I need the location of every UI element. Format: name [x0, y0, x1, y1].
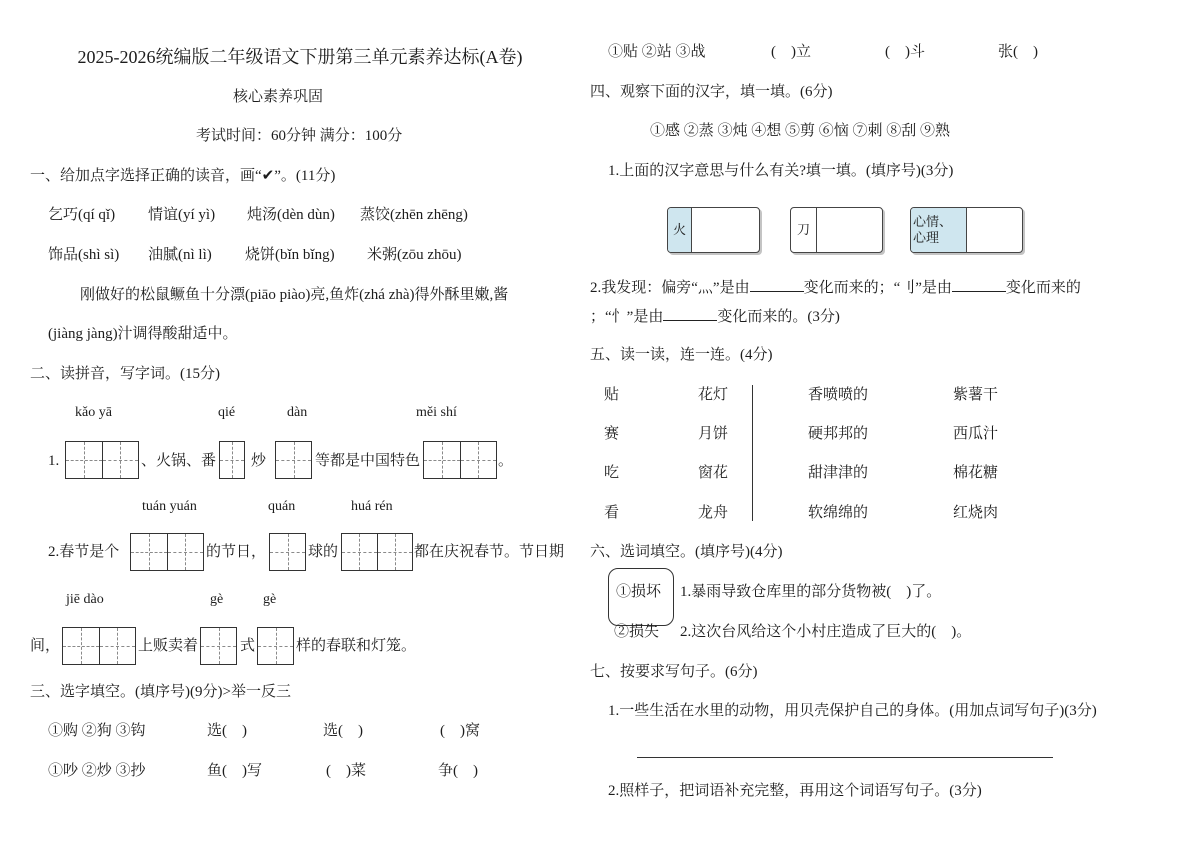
pronunciation-item: 烧饼(bǐn bǐng) [245, 247, 335, 263]
category-label [911, 208, 967, 252]
exam-title: 2025-2026统编版二年级语文下册第三单元素养达标(A卷) [77, 47, 523, 67]
match-item: 花灯 [698, 387, 729, 403]
category-label-text: 刀 [796, 222, 810, 237]
fill-blank: 选( ) [207, 723, 247, 739]
pinyin-label: měi shí [416, 405, 457, 420]
question-text: 上贩卖着 [138, 638, 199, 654]
writing-cell [131, 534, 168, 570]
writing-box [269, 533, 306, 571]
question-text: 1.上面的汉字意思与什么有关?填一填。(填序号)(3分) [608, 163, 954, 179]
match-item: 香喷喷的 [808, 387, 869, 403]
writing-cell [103, 442, 139, 478]
category-label-text: 心理 [913, 230, 940, 245]
exam-info: 考试时间：60分钟 满分：100分 [196, 128, 403, 144]
match-item: 硬邦邦的 [808, 426, 869, 442]
question-text: 1.一些生活在水里的动物，用贝壳保护自己的身体。(用加点词写句子)(3分) [608, 703, 1097, 719]
question-line [590, 277, 1081, 297]
pinyin-label: gè [210, 592, 224, 607]
answer-blank [663, 306, 717, 321]
question-text: 变化而来的 [1005, 280, 1081, 296]
pinyin-label: quán [268, 499, 296, 514]
fill-blank: ( )菜 [326, 763, 366, 779]
category-box-fire [667, 207, 760, 253]
question-text: 球的 [308, 544, 339, 560]
section7-heading: 七、按要求写句子。(6分) [590, 664, 758, 680]
writing-box [62, 627, 136, 665]
writing-cell [168, 534, 204, 570]
fill-blank: ( )窝 [440, 723, 480, 739]
match-item: 西瓜汁 [953, 426, 999, 442]
writing-box [219, 441, 245, 479]
question-text: 变化而来的。(3分) [717, 309, 840, 325]
question-text: 。 [498, 453, 514, 469]
exam-subtitle: 核心素养巩固 [233, 89, 324, 105]
question-text: 2.照样子，把词语补充完整，再用这个词语写句子。(3分) [608, 783, 982, 799]
match-item: 棉花糖 [953, 465, 999, 481]
writing-cell [342, 534, 378, 570]
pinyin-label: huá rén [351, 499, 393, 514]
question-text: 间， [30, 638, 61, 654]
pinyin-label: dàn [287, 405, 308, 420]
question-text: 1.暴雨导致仓库里的部分货物被( )了。 [680, 584, 942, 600]
category-box-mood [910, 207, 1023, 253]
category-box-knife [790, 207, 883, 253]
writing-cell [378, 534, 413, 570]
fill-blank: 争( ) [438, 763, 478, 779]
category-answer-area [967, 208, 1022, 252]
question-text: 2.春节是个 [48, 544, 120, 560]
category-label-text: 火 [672, 222, 686, 237]
writing-box [275, 441, 312, 479]
category-label-text: 心情、 [913, 214, 953, 229]
answer-line [637, 757, 1053, 758]
section2-heading: 二、读拼音，写字词。(15分) [30, 366, 220, 382]
question-text: 式 [240, 638, 256, 654]
paragraph-line: (jiàng jàng)汁调得酸甜适中。 [48, 326, 238, 342]
section3-heading: 三、选字填空。(填序号)(9分)>举一反三 [30, 684, 291, 700]
writing-cell [100, 628, 136, 664]
question-text: ；“忄”是由 [590, 309, 664, 325]
writing-box [65, 441, 139, 479]
category-label [668, 208, 692, 252]
writing-cell [424, 442, 461, 478]
pinyin-label: gè [263, 592, 277, 607]
match-item: 赛 [604, 426, 620, 442]
question-text: 都在庆祝春节。节日期 [414, 544, 565, 560]
char-options: ①贴 ②站 ③战 [608, 44, 706, 60]
match-item: 软绵绵的 [808, 505, 869, 521]
pinyin-label: jiē dào [66, 592, 104, 607]
pronunciation-item: 油腻(nì lì) [148, 247, 212, 263]
pronunciation-item: 蒸饺(zhēn zhēng) [360, 207, 468, 223]
writing-cell [201, 628, 236, 664]
pronunciation-item: 情谊(yí yì) [148, 207, 216, 223]
question-text: 的节日， [206, 544, 267, 560]
fill-blank: 选( ) [323, 723, 363, 739]
question-number: 1. [48, 453, 60, 469]
match-item: 紫薯干 [953, 387, 999, 403]
paragraph-line: 刚做好的松鼠鳜鱼十分漂(piāo piào)亮,鱼炸(zhá zhà)得外酥里嫩,酱 [80, 287, 509, 303]
question-text: 变化而来的；“刂”是由 [803, 280, 952, 296]
word-option: ①损坏 [616, 584, 662, 600]
pronunciation-item: 乞巧(qí qǐ) [48, 207, 116, 223]
section4-heading: 四、观察下面的汉字，填一填。(6分) [590, 84, 833, 100]
char-options: ①吵 ②炒 ③抄 [48, 763, 146, 779]
category-label [791, 208, 817, 252]
writing-box [257, 627, 294, 665]
match-item: 看 [604, 505, 620, 521]
question-line [590, 306, 840, 326]
section1-heading: 一、给加点字选择正确的读音，画“✔”。(11分) [30, 168, 336, 184]
question-text: 炒 [251, 453, 267, 469]
writing-cell [63, 628, 100, 664]
question-text: 等都是中国特色 [315, 453, 421, 469]
question-text: 、火锅、番 [141, 453, 217, 469]
writing-box [341, 533, 413, 571]
writing-cell [258, 628, 293, 664]
writing-box [200, 627, 237, 665]
category-answer-area [692, 208, 759, 252]
character-list: ①感 ②蒸 ③炖 ④想 ⑤剪 ⑥恼 ⑦刺 ⑧刮 ⑨熟 [650, 123, 951, 139]
pinyin-label: qié [218, 405, 236, 420]
pronunciation-item: 饰品(shì sì) [48, 247, 120, 263]
fill-blank: ( )斗 [885, 44, 925, 60]
match-item: 红烧肉 [953, 505, 999, 521]
match-item: 窗花 [698, 465, 729, 481]
match-item: 吃 [604, 465, 620, 481]
match-item: 贴 [604, 387, 620, 403]
fill-blank: 鱼( )写 [207, 763, 262, 779]
section5-heading: 五、读一读，连一连。(4分) [590, 347, 773, 363]
answer-blank [952, 277, 1006, 292]
column-divider [752, 385, 753, 521]
answer-blank [750, 277, 804, 292]
question-text: 2.我发现：偏旁“灬”是由 [590, 280, 750, 296]
pronunciation-item: 炖汤(dèn dùn) [247, 207, 335, 223]
question-text: 样的春联和灯笼。 [296, 638, 417, 654]
word-option: ②损失 [614, 624, 660, 640]
fill-blank: 张( ) [998, 44, 1038, 60]
question-text: 2.这次台风给这个小村庄造成了巨大的( )。 [680, 624, 972, 640]
char-options: ①购 ②狗 ③钩 [48, 723, 146, 739]
pinyin-label: tuán yuán [142, 499, 197, 514]
writing-box [130, 533, 204, 571]
writing-cell [276, 442, 311, 478]
writing-cell [461, 442, 497, 478]
match-item: 月饼 [698, 426, 729, 442]
match-item: 甜津津的 [808, 465, 869, 481]
writing-cell [220, 442, 244, 478]
writing-box [423, 441, 497, 479]
pronunciation-item: 米粥(zōu zhōu) [367, 247, 462, 263]
category-answer-area [817, 208, 882, 252]
writing-cell [66, 442, 103, 478]
fill-blank: ( )立 [771, 44, 811, 60]
pinyin-label: kǎo yā [75, 405, 112, 420]
writing-cell [270, 534, 305, 570]
match-item: 龙舟 [698, 505, 729, 521]
section6-heading: 六、选词填空。(填序号)(4分) [590, 544, 783, 560]
